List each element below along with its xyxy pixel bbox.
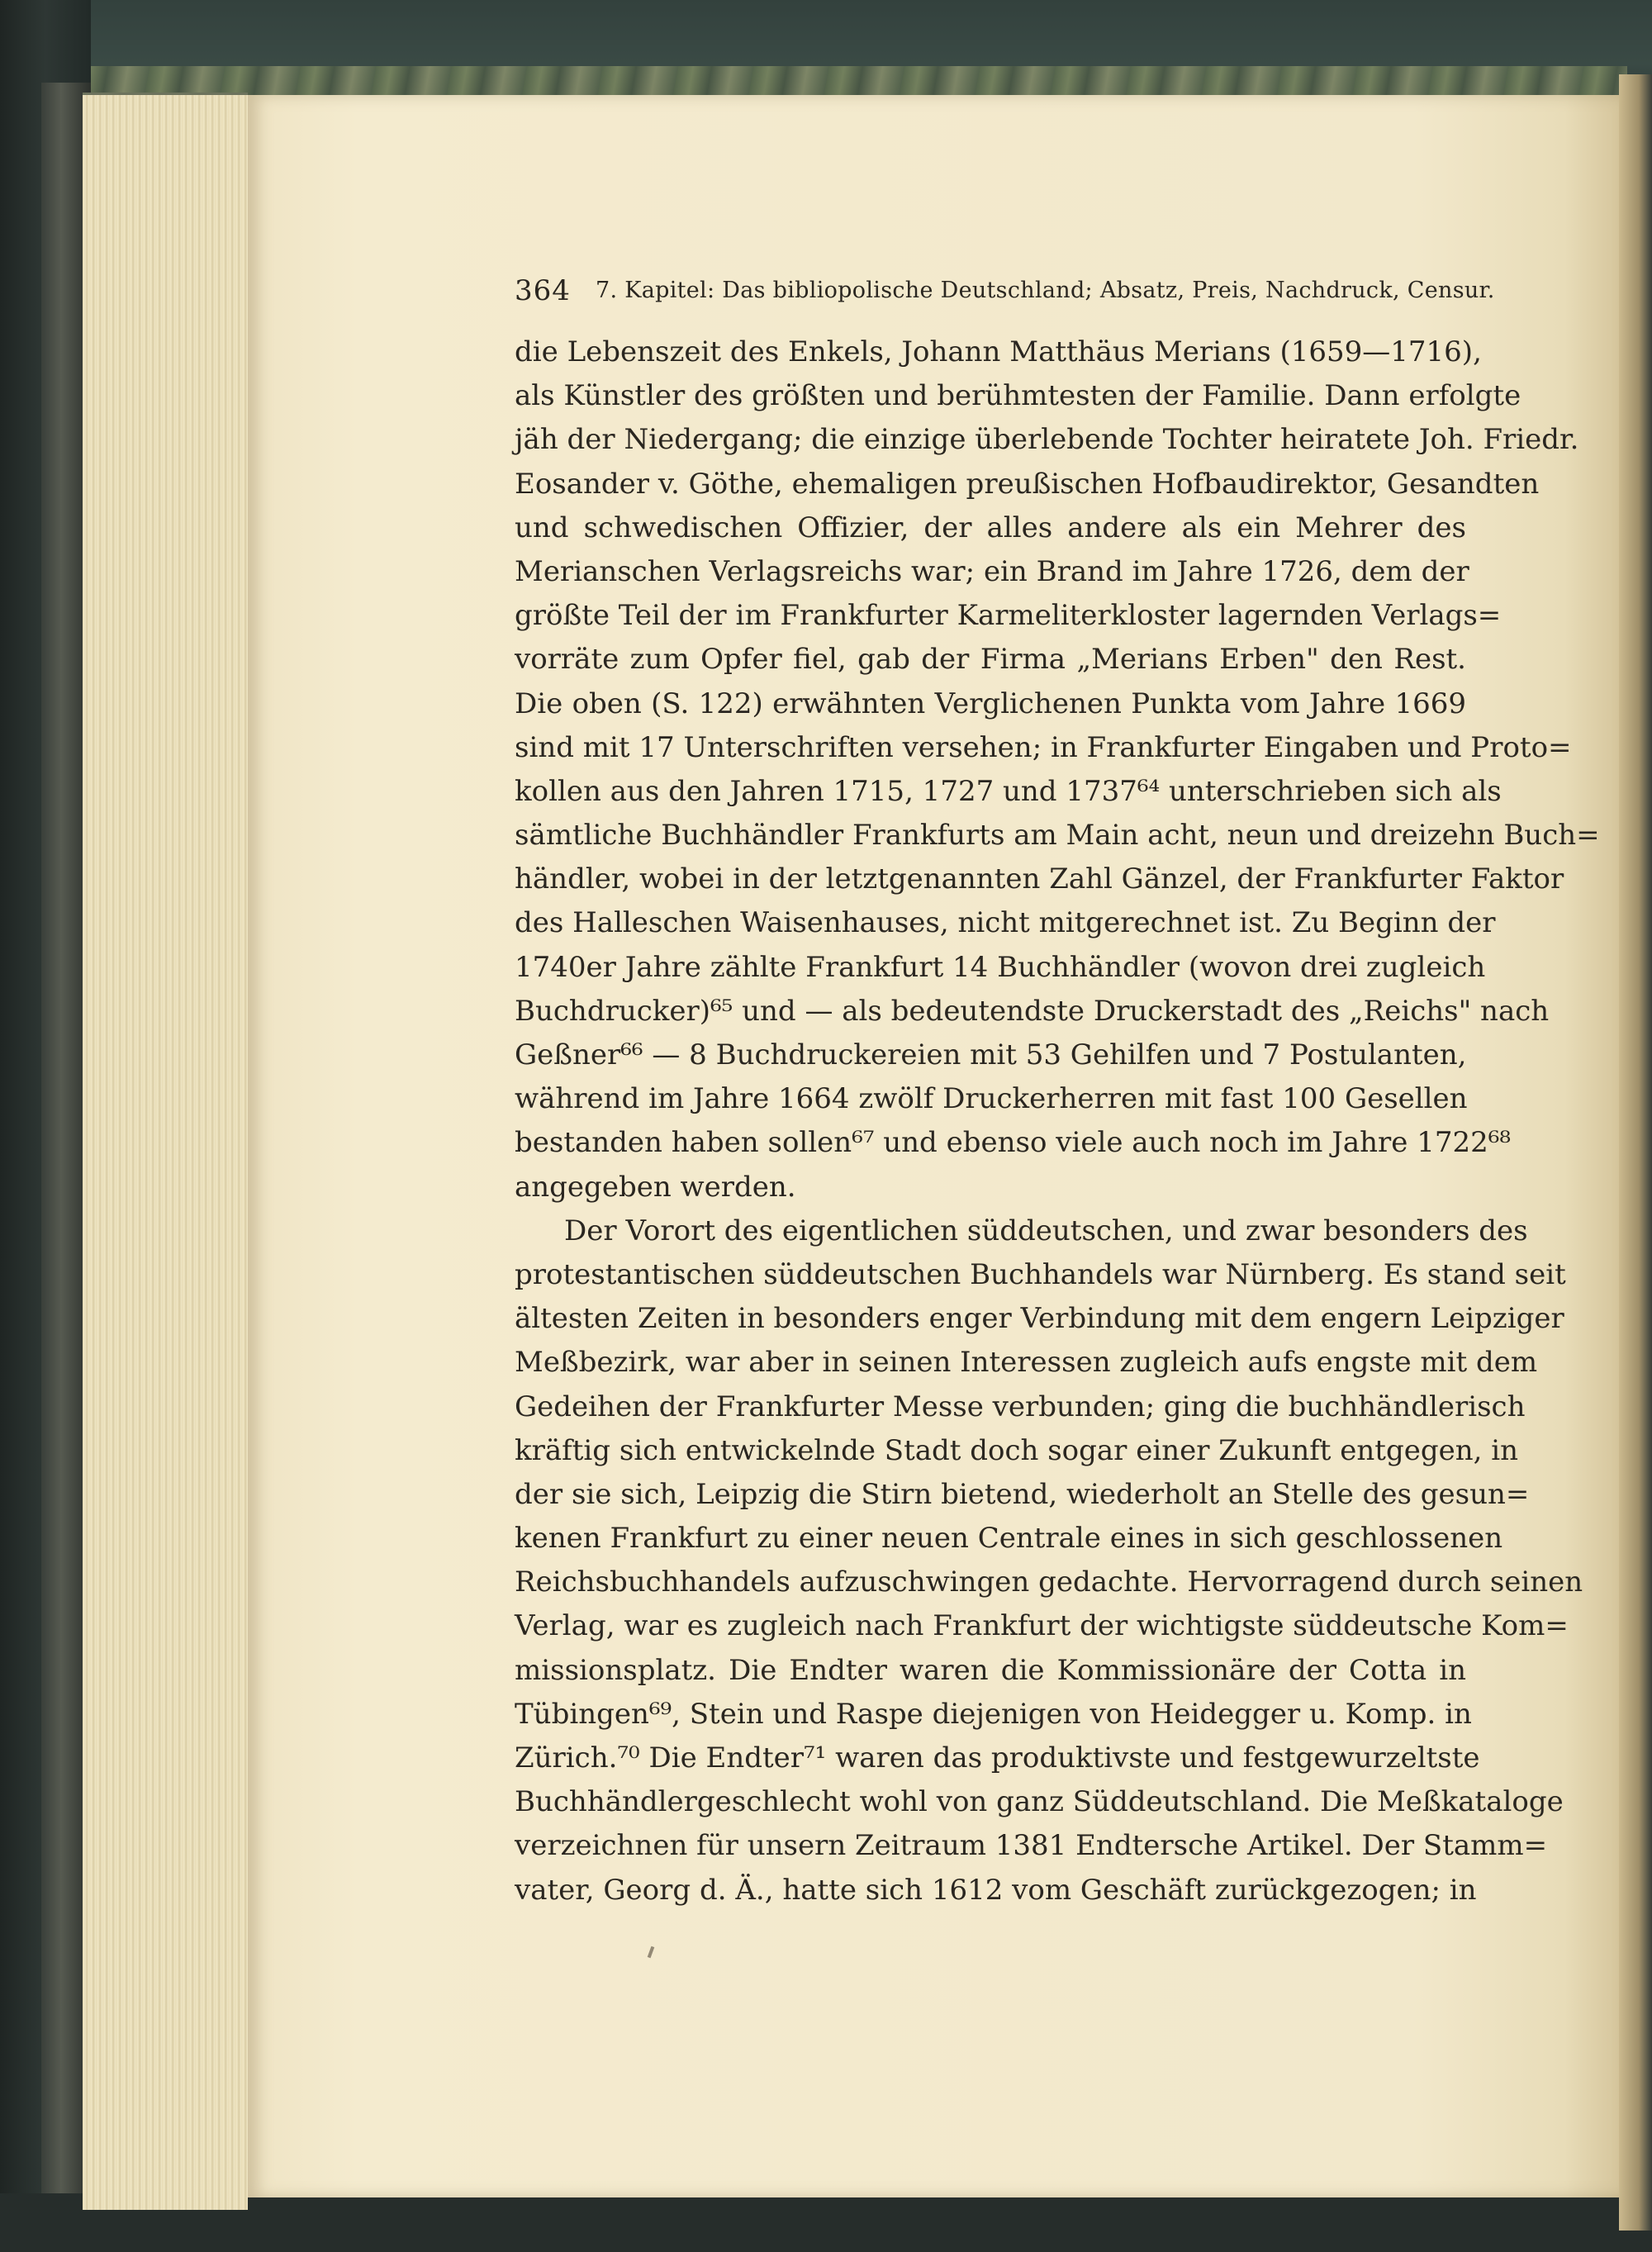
text-line: händler, wobei in der letztgenannten Zahl Gänzel, der Frankfurter Faktor (515, 862, 1564, 896)
page-stack-fore-edge (83, 95, 248, 2210)
text-line: Geßner⁶⁶ — 8 Buchdruckereien mit 53 Gehilfen und 7 Postulanten, (515, 1038, 1467, 1071)
text-line: kollen aus den Jahren 1715, 1727 und 1737⁶⁴ unterschrieben sich als (515, 774, 1502, 808)
text-line: die Lebenszeit des Enkels, Johann Matthäus Merians (1659—1716), (515, 335, 1482, 368)
text-line: und schwedischen Offizier, der alles andere als ein Mehrer des (515, 511, 1466, 544)
text-line: Der Vorort des eigentlichen süddeutschen, und zwar besonders des (564, 1214, 1528, 1247)
text-line: bestanden haben sollen⁶⁷ und ebenso viele auch noch im Jahre 1722⁶⁸ (515, 1126, 1511, 1160)
text-line: des Halleschen Waisenhauses, nicht mitgerechnet ist. Zu Beginn der (515, 906, 1496, 940)
text-line: vater, Georg d. Ä., hatte sich 1612 vom Geschäft zurückgezogen; in (515, 1873, 1477, 1907)
text-line: jäh der Niedergang; die einzige überlebende Tochter heiratete Joh. Friedr. (515, 423, 1579, 457)
text-line: Buchdrucker)⁶⁵ und — als bedeutendste Druckerstadt des „Reichs" nach (515, 994, 1550, 1028)
text-line: verzeichnen für unsern Zeitraum 1381 Endtersche Artikel. Der Stamm= (515, 1829, 1548, 1863)
text-line: vorräte zum Opfer fiel, gab der Firma „Merians Erben" den Rest. (515, 643, 1466, 677)
book-cover-bottom (0, 2193, 1652, 2252)
body-text (515, 330, 1600, 1912)
text-line: Die oben (S. 122) erwähnten Verglichenen Punkta vom Jahre 1669 (515, 687, 1466, 720)
page-number: 364 (515, 274, 571, 307)
running-head: 7. Kapitel: Das bibliopolische Deutschland; Absatz, Preis, Nachdruck, Censur. (596, 278, 1495, 303)
text-line: Tübingen⁶⁹, Stein und Raspe diejenigen von Heidegger u. Komp. in (515, 1697, 1472, 1731)
text-line: kenen Frankfurt zu einer neuen Centrale eines in sich geschlossenen (515, 1522, 1503, 1556)
text-line: während im Jahre 1664 zwölf Druckerherren mit fast 100 Gesellen (515, 1082, 1468, 1116)
text-line: ältesten Zeiten in besonders enger Verbindung mit dem engern Leipziger (515, 1302, 1564, 1336)
page-header (515, 274, 1495, 307)
right-page-edge (1619, 74, 1652, 2231)
text-line: Merianschen Verlagsreichs war; ein Brand im Jahre 1726, dem der (515, 554, 1469, 588)
text-line: größte Teil der im Frankfurter Karmeliterkloster lagernden Verlags= (515, 599, 1502, 633)
text-line: missionsplatz. Die Endter waren die Kommissionäre der Cotta in (515, 1653, 1466, 1687)
text-line: der sie sich, Leipzig die Stirn bietend, wiederholt an Stelle des gesun= (515, 1477, 1530, 1511)
text-line: Gedeihen der Frankfurter Messe verbunden; ging die buchhändlerisch (515, 1390, 1526, 1423)
text-line: Buchhändlergeschlecht wohl von ganz Süddeutschland. Die Meßkataloge (515, 1785, 1564, 1819)
text-line: angegeben werden. (515, 1170, 796, 1204)
text-line: sämtliche Buchhändler Frankfurts am Main acht, neun und dreizehn Buch= (515, 819, 1600, 853)
text-line: 1740er Jahre zählte Frankfurt 14 Buchhändler (wovon drei zugleich (515, 950, 1486, 984)
paragraph-2 (515, 1209, 1583, 1912)
text-line: protestantischen süddeutschen Buchhandels war Nürnberg. Es stand seit (515, 1257, 1566, 1291)
text-line: kräftig sich entwickelnde Stadt doch sogar einer Zukunft entgegen, in (515, 1433, 1519, 1467)
paragraph-1 (515, 330, 1600, 1209)
text-line: Meßbezirk, war aber in seinen Interessen zugleich aufs engste mit dem (515, 1346, 1538, 1380)
text-line: Reichsbuchhandels aufzuschwingen gedachte. Hervorragend durch seinen (515, 1565, 1583, 1599)
text-line: Eosander v. Göthe, ehemaligen preußischen Hofbaudirektor, Gesandten (515, 467, 1540, 501)
text-line: Zürich.⁷⁰ Die Endter⁷¹ waren das produktivste und festgewurzeltste (515, 1741, 1480, 1775)
text-line: Verlag, war es zugleich nach Frankfurt der wichtigste süddeutsche Kom= (515, 1609, 1569, 1643)
text-line: als Künstler des größten und berühmtesten der Familie. Dann erfolgte (515, 379, 1521, 413)
text-line: sind mit 17 Unterschriften versehen; in Frankfurter Eingaben und Proto= (515, 730, 1572, 764)
